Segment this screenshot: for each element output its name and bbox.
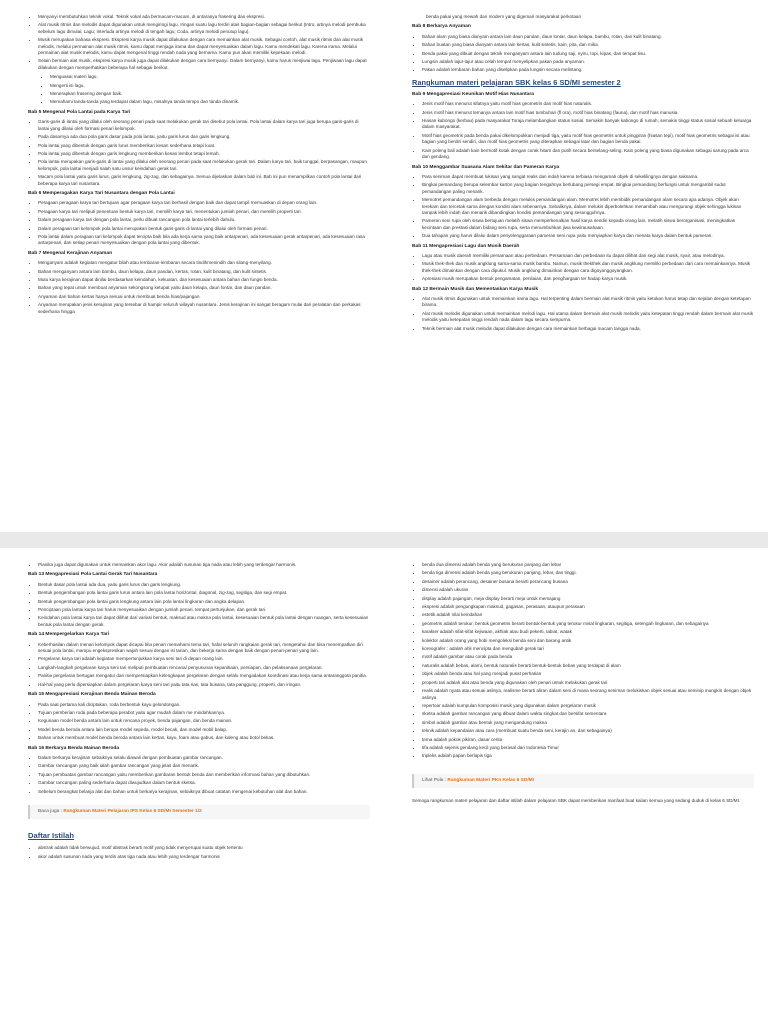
list-item: • Mengerti isi lagu. (50, 83, 370, 89)
bab5-list (28, 119, 370, 187)
bab10-list (412, 174, 754, 240)
list-item: • simbol adalah gambar atau bentuk yang mengandung makna (422, 720, 754, 726)
list-item: • Memotret pemandangan alam berbeda dengan melukis pemandangan alam. Memotret lebih membidik pemandangan alam secara apa adanya. Objek akan terekam dan tercetak sama dengan kondisi alam sebenarnya. Sebaliknya, dalam melukis diperbolehkan menambah atau mengurangi objek sehingga lukisan tampak lebih indah dan menarik dibandingkan kondisi pemandangan yang sesungguhnya. (422, 197, 754, 216)
list-item: • Motif hias geometris pada benda pakai dikelompokkan menjadi tiga, yaitu motif hias geometris untuk pinggiran (hiasan tepi), motif hias geometris sebagai isi atau bagian yang berdiri sendiri, dan motif hias geometris yang diterapkan sebagai latar dan bagian benda pakai. (422, 133, 754, 146)
list-item: • Pola lantai yang dibentuk dengan garis lurus memberikan kesan sederhana tetapi kuat. (38, 143, 370, 149)
bab14-list (28, 642, 370, 688)
glossary-list (28, 845, 370, 860)
list-item: • Pola lantai dalam peragaan tari kelompok dapat tercipta baik bila ada kerja sama yang baik antarpenari, ada kesesuaian gerak antarpenari, ada kesesuaian rasa antarpenari, dan setiap penari menyesuaikan dengan pola lantai yang dibentuk. (38, 234, 370, 247)
list-item: • Tujuan pembuatan gambar rancangan yaitu memberikan gambaran bentuk benda dan memberikan informasi bahan yang dibutuhkan. (38, 772, 370, 778)
list-item: • benda dua dimensi adalah benda yang berukuran panjang dan lebar (422, 562, 754, 568)
list-item: • Benda pakai yang dibuat dengan teknik menganyam antara lain tudung saji, nyiru, topi, kipas, dan tempat tisu. (422, 51, 754, 57)
list-item: • benda tiga dimensi adalah benda yang berukuran panjang, lebar, dan tinggi. (422, 570, 754, 576)
list-item: • sketsa adalah gambar rancangan yang dibuat dalam waktu singkat dan bersifat sementara (422, 711, 754, 717)
list-item: • objek adalah benda atau hal yang menjadi pusat perhatian (422, 671, 754, 677)
list-item: • Menganyam adalah kegiatan mengatur bilah atau lembaran-lembaran secara tindihmenindih dan silang-menyilang. (38, 260, 370, 266)
bab6-heading: Bab 6 Memperagakan Karya Tari Nusantara dengan Pola Lantai (28, 190, 175, 196)
bab14-heading: Bab 14 Mempergelarkan Karya Tari (28, 632, 110, 638)
bab10-heading: Bab 10 Menggambar Suasana Alam Sekitar dan Pameran Karya (412, 164, 560, 170)
closing-paragraph: Semoga rangkuman materi pelajaran dan daftar istilah dalam pelajaran SBK dapat memberikan manfaat buat kalian semua yang sedang duduk di kelas 6 SD/MI. (412, 798, 741, 804)
list-item: • Memahami tanda-tanda yang terdapat dalam lagu, misalnya tanda tempo dan tanda dinamik. (50, 99, 370, 105)
list-item: • Pada dasarnya ada dua pola garis dasar pada pola lantai, yaitu garis lurus dan garis lengkung. (38, 134, 370, 140)
continuation-text: benda pakai yang mewah dan modern yang digemari masyarakat perkotaan (426, 14, 582, 19)
list-item: • Anyaman dari bahan kertas hanya sesuai untuk membuat benda hias/pajangan. (38, 294, 370, 300)
list-item: • Dua tahapan yang harus dilalui dalam penyelenggaraan pameran seni rupa yaitu menyiapkan karya dan menata karya dalam bentuk pameran. (422, 233, 754, 239)
related-article-box (412, 774, 754, 788)
bab6-list (28, 200, 370, 246)
bab7-list (28, 260, 370, 315)
list-item: • Teknik bermain alat musik melodis dapat dilakukan dengan cara memainkan berbagai macam tangga nada. (422, 326, 754, 332)
list-item: • Lungsin adalah lajur-lajur atau celah tempat menyelipkan pakan pada anyaman. (422, 59, 754, 65)
list-item: • tripleks adalah papan berlapis tiga (422, 753, 754, 759)
intro-list (28, 14, 370, 71)
glossary-heading: Daftar Istilah (28, 831, 74, 841)
list-item: • Gambar rancangan yang baik ialah gambar rancangan yang jelas dan menarik. (38, 763, 370, 769)
list-item: • karakter adalah sifat-sifat kejiwaan, akhlak atau budi pekerti, tabiat, watak (422, 629, 754, 635)
list-item: • Langkah-langkah pergelaran karya seni tari meliputi pembuatan rencana/ penyusunan kepanitiaan, persiapan, dan pelaksanaan pergelaran. (38, 665, 370, 671)
list-item: • kolektor adalah orang yang hobi mengoleksi benda seni dan barang antik (422, 638, 754, 644)
bab9-list (412, 101, 754, 160)
glossary-list-continued (412, 562, 754, 760)
list-item: • estetik adalah nilai keindahan (422, 612, 754, 618)
bab13-heading: Bab 13 Mengapresiasi Pola Lantai Gerak Tari Nusantara (28, 572, 158, 578)
list-item: • Penciptaan pola lantai karya tari harus menyesuaikan dengan jumlah penari, tempat pertunjukan, dan gerak tari. (38, 607, 370, 613)
list-item: • Kain poleng bali adalah kain bermotif kotak dengan corak hitam dan putih secara berselang-seling. Kain poleng yang biasa digunakan sebagai sarung pada arca dan gendang. (422, 148, 754, 161)
list-item: • naturalis adalah bebas, alami, bentuk naturalis berarti bentuk-bentuk bebas yang terdapat di alam (422, 663, 754, 669)
bab11-list (412, 253, 754, 283)
bab8-heading: Bab 8 Berkarya Anyaman (412, 24, 471, 30)
list-item: • Selain bermain alat musik, ekspresi karya musik juga dapat dilakukan dengan cara bernyanyi. Dalam bernyanyi, kamu harus menjiwai lagu. Penjiwaan lagu dapat dilakukan dengan memperhatikan beberapa hal sebagai berikut. (38, 58, 370, 71)
list-item: • Kegunaan model benda antara lain untuk rencana proyek, benda pajangan, dan benda mainan. (38, 718, 370, 724)
list-item: • Bahan menganyam antara lain bambu, daun kelapa, daun pandan, kertas, rotan, kulit binatang, dan kulit sintetis. (38, 269, 370, 275)
list-item: • Pola lantai merupakan garis-garis di lantai yang dilalui oleh seorang penari pada saat melakukan gerak tari. Dalam karya tari, baik tunggal, berpasangan, maupun kelompok, pola lantai menjadi salah satu unsur keindahan gerak tari. (38, 159, 370, 172)
list-item: • Bahan buatan yang biasa dianyam antara lain kertas, kulit sintetis, kain, pita, dan mika. (422, 42, 754, 48)
list-item: • Bentuk dasar pola lantai ada dua, yaitu garis lurus dan garis lengkung. (38, 582, 370, 588)
bab5-heading: Bab 5 Mengenal Pola Lantai pada Karya Tari (28, 109, 131, 115)
list-item: • Apresiasi musik merupakan bentuk pengamatan, penilaian, dan penghargaan ter hadap karya musik. (422, 276, 754, 282)
list-item: • abstrak adalah tidak berwujud, motif abstrak berarti motif yang tidak menyerupai suatu objek tertentu (38, 845, 370, 851)
list-item: • tifa adalah sejenis gendang kecil yang berasal dari Indonesia Timur (422, 745, 754, 751)
list-item: • Alat musik ritmis digunakan untuk memainkan irama lagu. Hal terpenting dalam bermain alat musik ritmis yaitu ketukan harus tetap dan sejalan dengan ketetapan birama. (422, 296, 754, 309)
bab16-heading: Bab 16 Berkarya Benda Mainan Beroda (28, 745, 120, 751)
list-item: • Menyanyi membutuhkan teknik vokal. Teknik vokal ada bermacam-macam, di antaranya frasering dan ekspresi. (38, 14, 370, 20)
list-item: • dimensi adalah ukuran (422, 587, 754, 593)
list-item: • Bentuk pengembangan pola lantai garis lurus antara lain pola lantai horizontal, diagonal, zig-zag, segitiga, dan segi empat. (38, 590, 370, 596)
list-item: • Peragaan peragaan karya tari bertujuan agar peragaan karya tari berhasil dengan baik dan dapat tampil memuaskan di depan orang lain. (38, 200, 370, 206)
list-item: • Keindahan pola lantai karya tari dapat dilihat dari variasi bentuk, maksud atau makna pola lantai, kesesuaian bentuk pola lantai dengan ruangan, serta kesesuaian bentuk pola lantai dengan gerak. (38, 615, 370, 628)
list-item: • Model benda beroda antara lain berupa model sepeda, model becak, dan model mobil balap. (38, 727, 370, 733)
list-item: • Panitia pergelaran bertugas mengatur dan mempersiapkan kelengkapan pergelaran dengan selalu mengadakan koordinasi atau kerja sama antaranggota panitia. (38, 673, 370, 679)
list-item: • Hal-hal yang perlu dipersiapkan dalam pergelaran karya seni tari yaitu tata rias, tata busana, tata panggung, properti, dan iringan. (38, 682, 370, 688)
list-item: • Pada saat pertama kali diciptakan, roda berbentuk kayu gelondongan. (38, 702, 370, 708)
list-item: • tema adalah pokok pikiran, dasar cerita (422, 737, 754, 743)
list-item: • desainer adalah perancang, desainer busana berarti perancang busana (422, 579, 754, 585)
bab16-list (28, 755, 370, 795)
right-column (412, 14, 754, 335)
bab12-list (412, 296, 754, 332)
bab13-list (28, 582, 370, 628)
list-item: • Macam pola lantai yaitu garis lurus, garis lengkung, zig-zag, dan sebagainya. Semua dijelaskan dalam bab ini. Bab ini pun menampilkan contoh pola lantai dari beberapa karya tari nusantara. (38, 174, 370, 187)
list-item: • Dalam berkarya kerajinan sebaiknya selalu diawali dengan pembuatan gambar rancangan. (38, 755, 370, 761)
document-page-2 (0, 548, 768, 1024)
bab8-list (412, 34, 754, 74)
list-item: • properti tari adalah alat atau benda yang digunakan oleh penari untuk melakukan gerak tari (422, 680, 754, 686)
related-article-link[interactable]: Rangkuman Materi Pelajaran IPS Kelas 6 SD/MI Semester 1/2 (63, 808, 202, 814)
list-item: • Pakan adalah lembaran bahan yang diselipkan pada lungsin secara melintang. (422, 67, 754, 73)
semester2-section-title: Rangkuman materi pelajaran SBK kelas 6 SD/MI semester 2 (412, 77, 621, 87)
sub-list (28, 74, 370, 106)
list-item: • repertoar adalah kumpulan komposisi musik yang digunakan dalam pergelaran musik (422, 703, 754, 709)
list-item: • Para seniman dapat membuat lukisan yang sangat realis dan indah karena terbiasa mengamati objek di sekelilingnya dengan saksama. (422, 174, 754, 180)
related-article-link[interactable]: Rangkuman Materi PKn Kelas 6 SD/MI (447, 777, 534, 783)
bab11-heading: Bab 11 Mengapresiasi Lagu dan Musik Daerah (412, 243, 520, 249)
list-item: • Keberhasilan dalam menari kelompok dapat dicapai bila penari memahami tema tari, hafal seluruh rangkaian gerak tari, mengetahui dan bisa menempatkan diri sesuai pola lantai, mampu engekspresikan wajah sesuai dengan isi tarian, dan bekerja sama dengan baik dengan penari-penari yang lain. (38, 642, 370, 655)
list-item: • realis adalah nyata atau sesuai aslinya, realisme berarti aliran dalam seni di mana seorang seniman melukiskan objek sesuai atau seminip mungkin dengan objek aslinya (422, 688, 754, 701)
right-column (412, 562, 754, 805)
list-item: • teknik adalah kepandaian atau cara (membuat suatu benda seni, kerajin an, dan sebagainya) (422, 728, 754, 734)
bab7-heading: Bab 7 Mengenal Kerajinan Anyaman (28, 250, 113, 256)
list-item: • geometris adalah terukur, bentuk geometris berarti bentuk-bentuk yang terukur misal lingkaran, segitiga, setengah lingkaran, dan sebagainya (422, 621, 754, 627)
list-item: • Bingkai pemandang berupa selembar karton yang bagian tengahnya berlubang persegi empat. Bingkai pemandang berfungsi untuk mengambil sudut pemandangan paling menarik. (422, 182, 754, 195)
list-item: • Bahan alam yang biasa dianyam antara lain daun pandan, daun lontar, daun kelapa, bambu, rotan, dan kulit binatang. (422, 34, 754, 40)
list-item: • ekspresi adalah pengungkapan maksud, gagasan, perasaan, ataupun perasaan (422, 604, 754, 610)
list-item: • koreografer : adalah ahli mencipta dan mengubah gerak tari (422, 646, 754, 652)
list-item: • Mutu karya kerajinan dapat dinilai berdasarkan keindahan, kekuatan, dan kesesuaian antara bahan dan fungsi benda. (38, 277, 370, 283)
list-item: • Pergelaran karya tari adalah kegiatan mempertunjukkan karya seni tari di depan orang lain. (38, 656, 370, 662)
list-item: • Jenis motif hias menurut sifatnya yaitu motif hias geometris dan motif hias naturalis. (422, 101, 754, 107)
bab9-heading: Bab 9 Mengapresiasi Keunikan Motif Hias Nusantara (412, 91, 535, 97)
intro-list (28, 562, 370, 568)
bab15-list (28, 702, 370, 742)
list-item: • Tujuan pemberian roda pada beberapa perabot yaitu agar mudah dalam me mindahkannya. (38, 710, 370, 716)
related-label: Lihat Pula : (422, 777, 447, 783)
list-item: • Dalam peragaan tari kelompok pola lantai merupakan bentuk garis-garis di lantai yang dilalui oleh formasi penari. (38, 226, 370, 232)
related-article-box (28, 805, 370, 819)
list-item: • Menerapkan frasering dengan baik. (50, 91, 370, 97)
left-column (28, 562, 370, 863)
list-item: • Lagu atau musik daerah memiliki persamaan atau perbedaan. Persamaan dan perbedaan itu dapat dilihat dari segi alat musik, syair, atau melodinya. (422, 253, 754, 259)
left-column (28, 14, 370, 318)
list-item: • Pameran seni rupa oleh siswa bertujuan melatih siswa memperkenalkan hasil karya sendiri kepada orang lain, melatih siswa berorganisasi, meningkatkan kecintaan dan prestasi dalam bidang seni rupa, serta menumbuhkan jiwa kewirausahaan. (422, 218, 754, 231)
list-item: • Pola lantai yang dibentuk dengan garis lengkung memberikan kesan lembut tetapi lemah. (38, 151, 370, 157)
bab12-heading: Bab 12 Bermain Musik dan Mementaskan Karya Musik (412, 286, 539, 292)
list-item: • Bahan yang tepat untuk membuat anyaman sekongsong ketupat yaitu daun kelapa, daun lontar, dan daun pandan. (38, 285, 370, 291)
list-item: • Jenis motif hias menurut temanya antara lain motif hias tumbuhan (fl ora), motif hias binatang (fauna), dan motif hias manusia. (422, 110, 754, 116)
list-item: • Menguasai materi lagu. (50, 74, 370, 80)
list-item: • Musik thek-thek dan musik angklung sama-sama musik bambu. Namun, musik thekthek dan musik angklung memiliki perbedaan dari cara memainkannya. Musik thek-thek dimainkan dengan cara dipukul. Musik angklung dimainkan dengan cara digoyanggoyangkan. (422, 261, 754, 274)
list-item: • Bentuk pengembangan pola lantai garis lengkung antara lain pola lantai lingkaran dan angka delapan. (38, 599, 370, 605)
list-item: • Hiasan kabongo (kerbau) pada masyarakat Toraja melambangkan status sosial. Semakin banyak kabongo di rumah, semakin tinggi status sosial sebuah keluarga dalam masyarakat. (422, 118, 754, 131)
list-item: • Dalam peragaan karya tari dengan pola lantai, perlu dibuat rancangan pola lantai terlebih dahulu. (38, 217, 370, 223)
list-item: • motif adalah gambar atau corak pada benda (422, 654, 754, 660)
list-item: • display adalah pajangan, meja display berarti meja untuk memajang (422, 596, 754, 602)
list-item: • Bahan untuk membuat model benda beroda antara lain kertas, kayu, foam atau gabus, dan kaleng atau botol bekas. (38, 735, 370, 741)
list-item: • Anyaman merupakan jenis kerajinan yang tersebar di hampir seluruh wilayah nusantara. Jenis kerajinan ini sangat beragam mulai dari peralatan dan perkakas sederhana hingga (38, 302, 370, 315)
list-item: • Alat musik ritmis dan melodis dapat digunakan untuk mengiringi lagu. Iringan suatu lagu terdiri atas bagian-bagian sebagai berikut (Intro, artinya melodi pembuka sebelum lagu dimulai; Lagu; Interluda artinya melodi di tengah lagu; Coda, artinya melodi penutup lagu). (38, 22, 370, 35)
list-item: • Peragaan karya tari meliputi penentuan bentuk karya tari, memilih karya tari, menentukan jumlah penari, dan memilih properti tari. (38, 209, 370, 215)
list-item: • Pianika juga dapat digunakan untuk memainkan akor lagu. Akor adalah susunan tiga nada atau lebih yang terdengar harmonis. (38, 562, 370, 568)
list-item: • Alat musik melodis digunakan untuk memainkan melodi lagu. Hal utama dalam bermain alat musik melodis yaitu ketepatan tinggi rendah dalam bermain alat musik melodis yaitu ketepatan tinggi rendah nada dalam lagu secara sempurna. (422, 311, 754, 324)
list-item: • Garis-garis di lantai yang dilalui oleh seorang penari pada saat melakukan gerak tari disebut pola lantai. Pola lantai dalam karya tari juga berupa garis-garis di lantai yang dilalui oleh formasi penari kelompok. (38, 119, 370, 132)
list-item: • Gambar rancangan paling sederhana dapat diwujudkan dalam bentuk sketsa. (38, 780, 370, 786)
list-item: • Sebelum berangkat belanja alat dan bahan untuk berkarya kerajinan, sebaiknya dibuat catatan mengenai kebutuhan alat dan bahan. (38, 789, 370, 795)
list-item: • akor adalah susunan nada yang terdiri atas tiga nada atau lebih yang terdengar harmonis (38, 854, 370, 860)
list-item: • Musik merupakan bahasa ekspresi. Ekspresi karya musik dapat dilakukan dengan cara memainkan alat musik. Sebagai contoh, alat musik ritmis dan alat musik melodis, melalui permainan alat musik ritmis, kamu dapat menjaga irama dan dapat menyesuaikan dalam lagu. Kamu mendekati lagu. Karena irama. Melalui permainan alat musik melodis, kamu dapat mengenal tinggi rendah nada yang bernama. Kamu pun akan memiliki kepekaan melodi. (38, 37, 370, 56)
bab15-heading: Bab 15 Mengapresiasi Kerajinan Benda Mainan Beroda (28, 692, 156, 698)
related-label: Baca juga : (38, 808, 63, 814)
